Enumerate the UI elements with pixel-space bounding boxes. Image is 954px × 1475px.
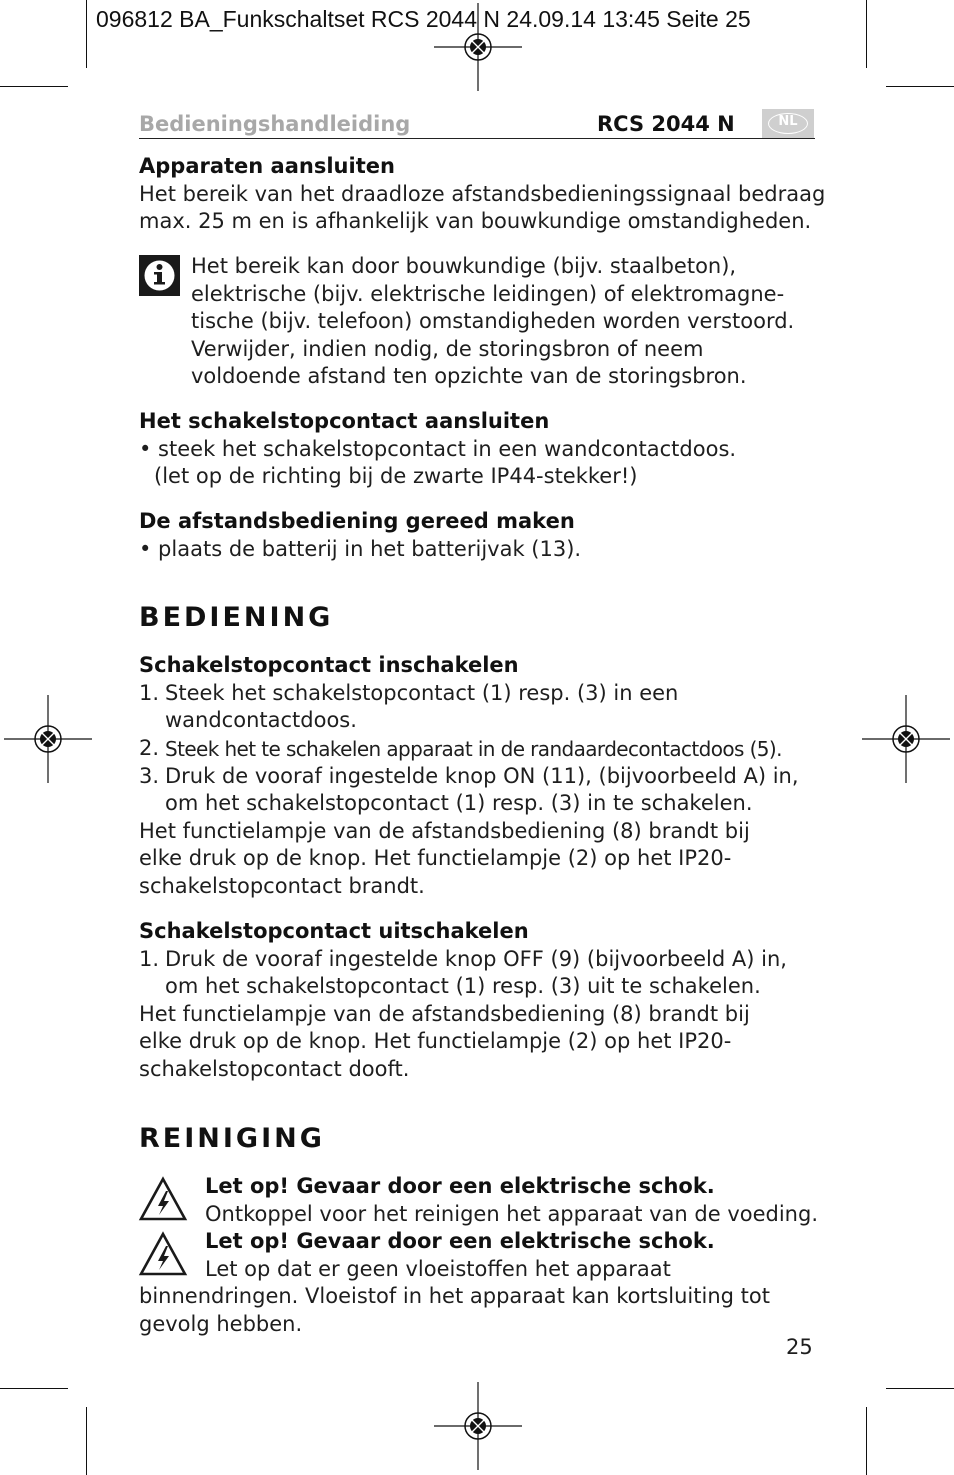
electric-shock-warning-icon [138, 1231, 188, 1277]
body-text-line: Het functielampje van de afstandsbediening (8) brandt bij [139, 1002, 750, 1026]
info-text-line: tische (bijv. telefoon) omstandigheden worden verstoord. [191, 309, 795, 333]
header-model: RCS 2044 N [597, 112, 735, 136]
step-number: 1. [139, 947, 160, 971]
info-text-line: elektrische (bijv. elektrische leidingen) of elektromagne- [191, 282, 785, 306]
crop-mark [886, 1388, 954, 1389]
warning-title: Let op! Gevaar door een elektrische schok. [205, 1229, 715, 1253]
crop-mark [86, 1407, 87, 1475]
info-text-line: voldoende afstand ten opzichte van de storingsbron. [191, 364, 747, 388]
warning-text-line: gevolg hebben. [139, 1312, 303, 1336]
bullet-item: • plaats de batterij in het batterijvak (13). [139, 537, 582, 561]
chapter-title: BEDIENING [139, 602, 334, 633]
crop-mark [86, 0, 87, 68]
step-text-line: Druk de vooraf ingestelde knop ON (11), (bijvoorbeeld A) in, [165, 764, 799, 788]
step-number: 3. [139, 764, 160, 788]
step-text-line: Steek het schakelstopcontact (1) resp. (3) in een [165, 681, 679, 705]
registration-mark-icon [4, 695, 92, 783]
body-text-line: schakelstopcontact dooft. [139, 1057, 410, 1081]
body-text-line: Het functielampje van de afstandsbediening (8) brandt bij [139, 819, 750, 843]
step-text-line: om het schakelstopcontact (1) resp. (3) uit te schakelen. [165, 974, 761, 998]
bullet-item-continuation: (let op de richting bij de zwarte IP44-stekker!) [154, 464, 638, 488]
crop-mark [866, 0, 867, 68]
body-text-line: schakelstopcontact brandt. [139, 874, 425, 898]
page-number: 25 [786, 1335, 813, 1359]
warning-text-line: Ontkoppel voor het reinigen het apparaat van de voeding. [205, 1202, 818, 1226]
body-text-line: elke druk op de knop. Het functielampje (2) op het IP20- [139, 846, 732, 870]
info-icon [139, 255, 180, 296]
language-badge-label: NL [778, 114, 798, 129]
electric-shock-warning-icon [138, 1176, 188, 1222]
registration-mark-icon [434, 1382, 522, 1470]
section-heading: Het schakelstopcontact aansluiten [139, 409, 550, 433]
body-text-line: Het bereik van het draadloze afstandsbedieningssignaal bedraag [139, 182, 826, 206]
info-text-line: Het bereik kan door bouwkundige (bijv. staalbeton), [191, 254, 737, 278]
crop-mark [866, 1407, 867, 1475]
section-heading: Apparaten aansluiten [139, 154, 395, 178]
section-heading: Schakelstopcontact uitschakelen [139, 919, 529, 943]
step-text-line: Steek het te schakelen apparaat in de randaardecontactdoos (5). [165, 737, 782, 761]
warning-title: Let op! Gevaar door een elektrische schok. [205, 1174, 715, 1198]
warning-text-line: Let op dat er geen vloeistoffen het apparaat [205, 1257, 671, 1281]
step-number: 2. [139, 736, 160, 760]
body-text-line: max. 25 m en is afhankelijk van bouwkundige omstandigheden. [139, 209, 812, 233]
warning-text-line: binnendringen. Vloeistof in het apparaat kan kortsluiting tot [139, 1284, 770, 1308]
body-text-line: elke druk op de knop. Het functielampje (2) op het IP20- [139, 1029, 732, 1053]
section-heading: Schakelstopcontact inschakelen [139, 653, 519, 677]
step-text-line: om het schakelstopcontact (1) resp. (3) in te schakelen. [165, 791, 753, 815]
step-text-line: Druk de vooraf ingestelde knop OFF (9) (bijvoorbeeld A) in, [165, 947, 787, 971]
chapter-title: REINIGING [139, 1123, 325, 1154]
print-slug: 096812 BA_Funkschaltset RCS 2044 N 24.09.14 13:45 Seite 25 [96, 6, 751, 32]
crop-mark [886, 86, 954, 87]
crop-mark [0, 86, 68, 87]
header-rule [139, 138, 815, 139]
registration-mark-icon [862, 695, 950, 783]
bullet-item: • steek het schakelstopcontact in een wandcontactdoos. [139, 437, 737, 461]
language-badge [762, 109, 814, 138]
step-text-line: wandcontactdoos. [165, 708, 357, 732]
crop-mark [0, 1388, 68, 1389]
section-heading: De afstandsbediening gereed maken [139, 509, 575, 533]
header-title: Bedieningshandleiding [139, 112, 411, 136]
info-text-line: Verwijder, indien nodig, de storingsbron of neem [191, 337, 704, 361]
step-number: 1. [139, 681, 160, 705]
